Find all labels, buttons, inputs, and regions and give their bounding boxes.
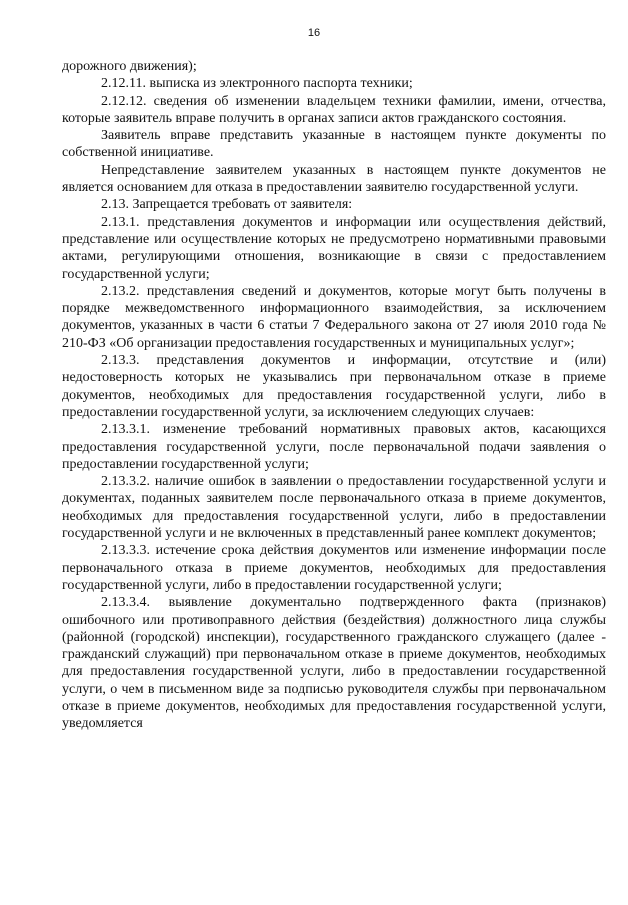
paragraph: Заявитель вправе представить указанные в настоящем пункте документы по собственной инициативе. — [62, 128, 606, 161]
paragraph: 2.13.3.3. истечение срока действия документов или изменение информации после первоначального отказа в приеме документов, необходимых для предоставления государственной услуги, либо в предоставлении государственной услуги; — [62, 543, 606, 593]
paragraph: 2.13.1. представления документов и информации или осуществления действий, представление или осуществление которых не предусмотрено нормативными правовыми актами, регулирующими отношения, возникающие в связи с предоставлением государственной услуги; — [62, 214, 606, 282]
paragraph: дорожного движения); — [62, 59, 197, 74]
page-number: 16 — [307, 27, 321, 39]
paragraph: 2.13.2. представления сведений и документов, которые могут быть получены в порядке межведомственного информационного взаимодействия, за исключением документов, указанных в части 6 статьи 7 Федерального закона от 27 июля 2010 года № 210-ФЗ «Об организации предоставления государственных и муниципальных услуг»; — [62, 283, 606, 351]
document-body — [62, 58, 606, 733]
paragraph: 2.13.3. представления документов и информации, отсутствие и (или) недостоверность которых не указывались при первоначальном отказе в приеме документов, необходимых для предоставления государственной услуги, либо в предоставлении государственной услуги, за исключением следующих случаев: — [62, 353, 606, 420]
paragraph: 2.13.3.2. наличие ошибок в заявлении о предоставлении государственной услуги и документах, поданных заявителем после первоначального отказа в приеме документов, необходимых для предоставления государственной услуги, либо в предоставлении государственной услуги и не включенных в представленный ранее комплект документов; — [62, 474, 606, 542]
paragraph: Непредставление заявителем указанных в настоящем пункте документов не является основанием для отказа в предоставлении заявителю государственной услуги. — [62, 162, 606, 196]
paragraph: 2.13.3.1. изменение требований нормативных правовых актов, касающихся предоставления государственной услуги, после первоначальной подачи заявления о предоставлении государственной услуги; — [62, 422, 606, 472]
paragraph: 2.13.3.4. выявление документально подтвержденного факта (признаков) ошибочного или противоправного действия (бездействия) должностного лица службы (районной (городской) инспекции), государственного гражданского служащего (далее - гражданский служащий) при первоначальном отказе в приеме документов, необходимых для предоставления государственной услуги, либо в предоставлении государственной услуги, о чем в письменном виде за подписью руководителя службы при первоначальном отказе в приеме документов, необходимых для предоставления государственной услуги, уведомляется — [62, 595, 606, 732]
paragraph: 2.12.11. выписка из электронного паспорта техники; — [101, 76, 413, 92]
paragraph: 2.13. Запрещается требовать от заявителя: — [101, 197, 353, 213]
paragraph: 2.12.12. сведения об изменении владельцем техники фамилии, имени, отчества, которые заявитель вправе получить в органах записи актов гражданского состояния. — [62, 93, 606, 126]
